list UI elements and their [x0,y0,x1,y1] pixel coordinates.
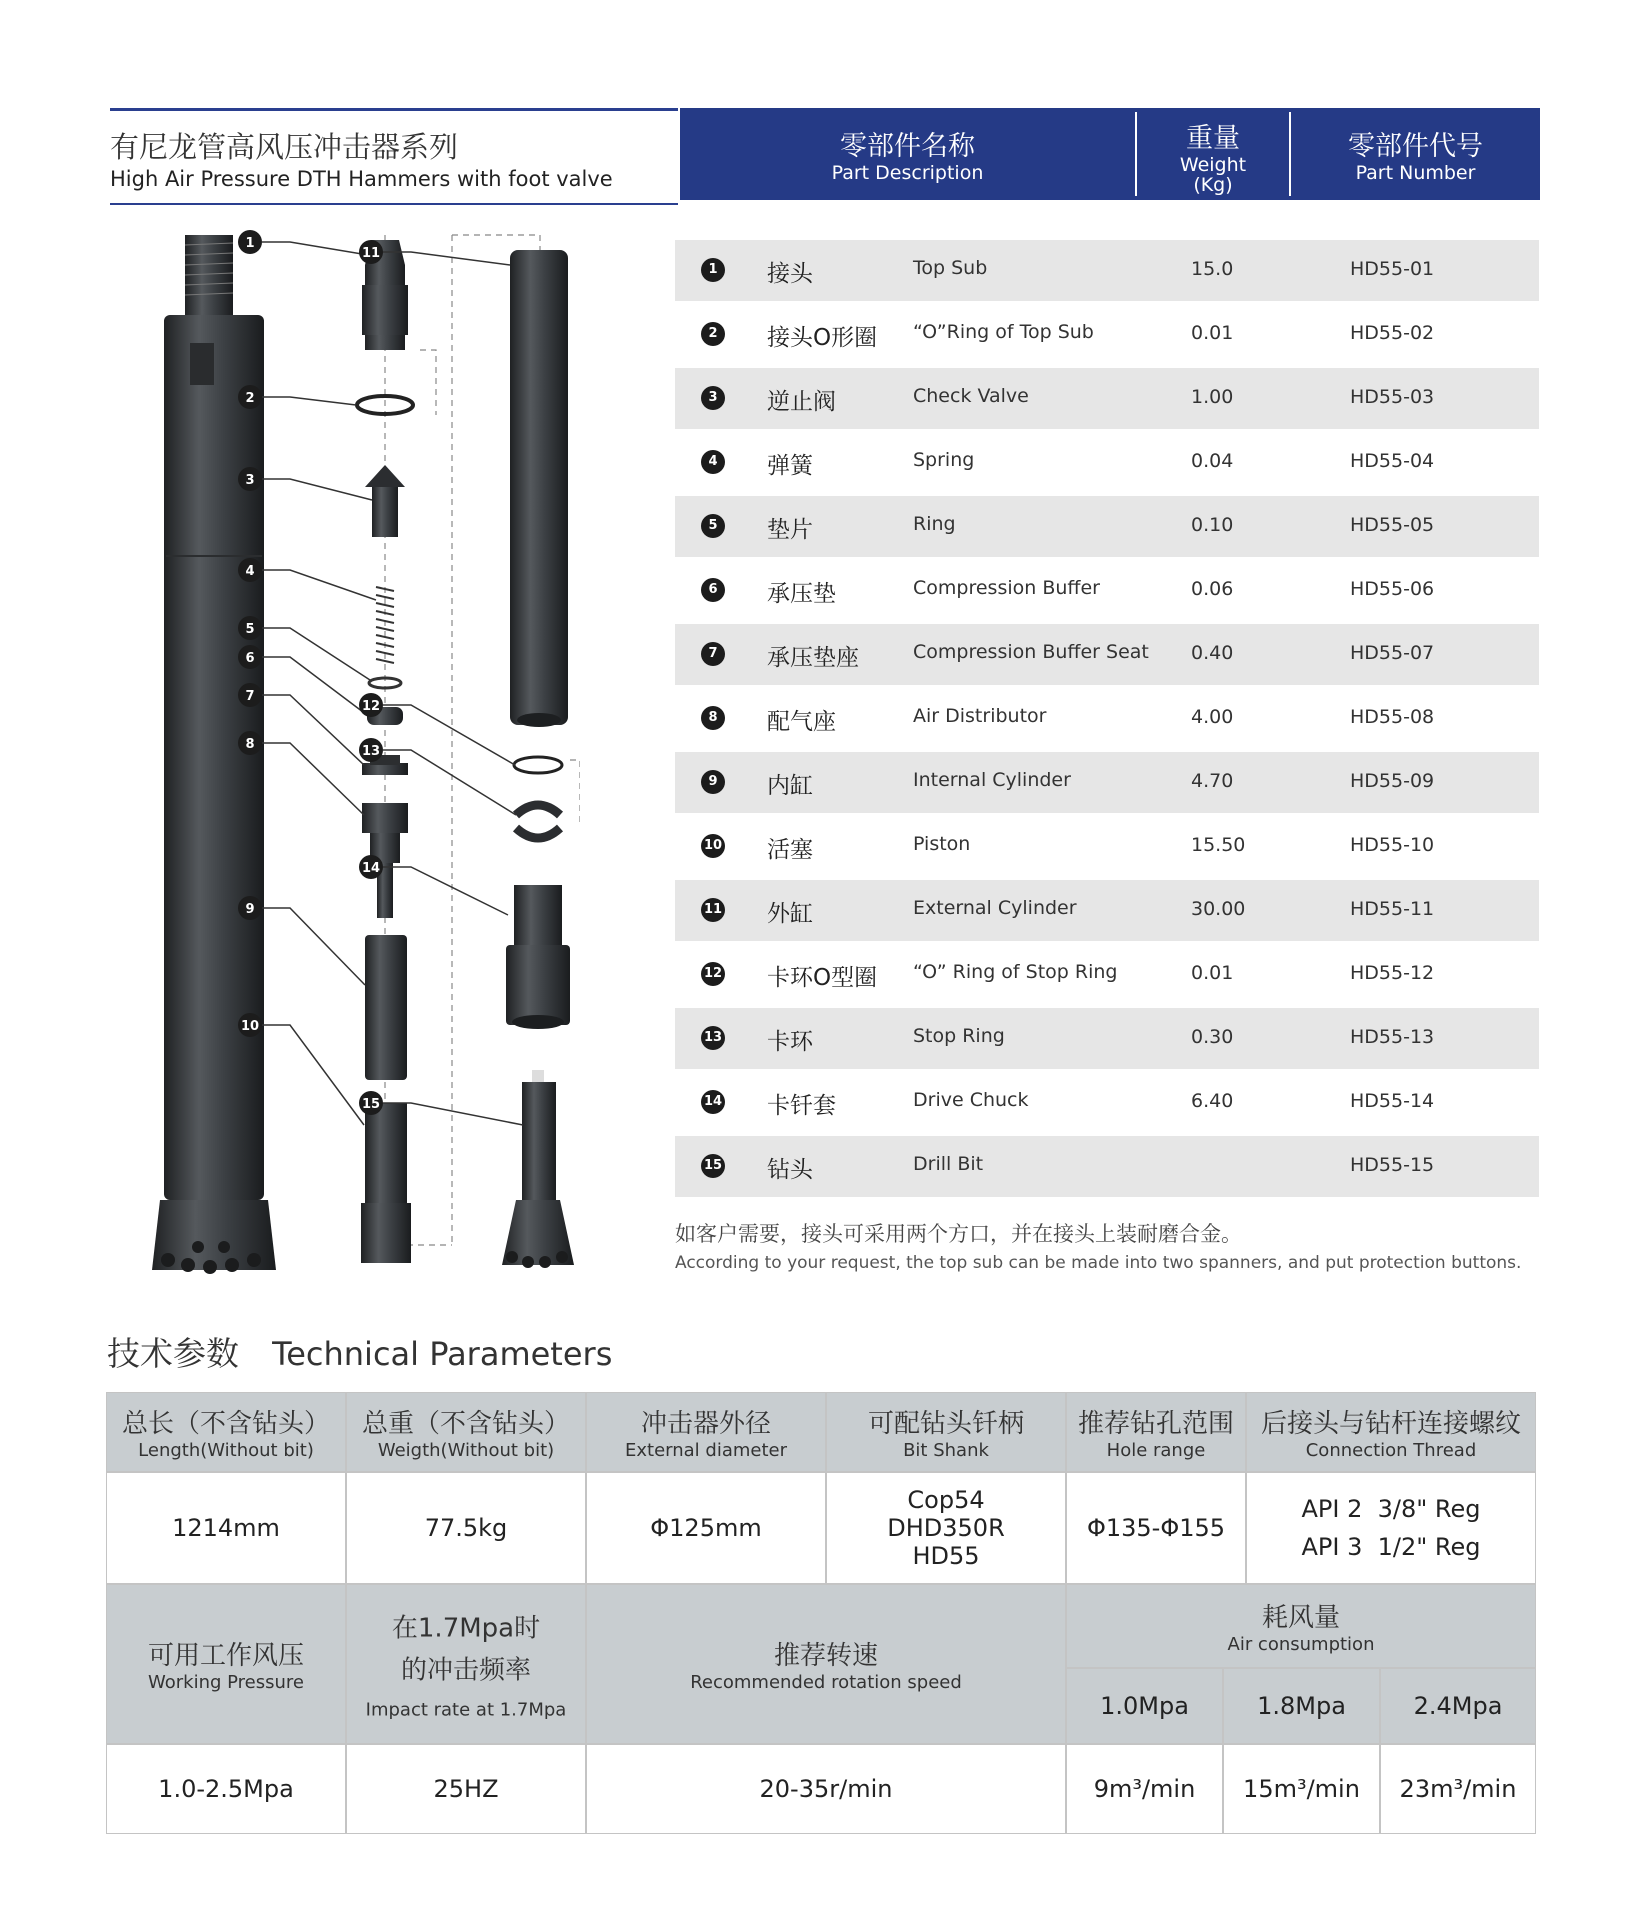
th-hole-cn: 推荐钻孔范围 [1077,1409,1234,1439]
part-o-ring-stop [514,757,562,773]
part-number-badge: 13 [701,1026,725,1050]
part-weight: 0.30 [1191,1026,1234,1048]
th-hole-range [1066,1392,1246,1472]
part-number-badge: 8 [701,706,725,730]
pressure-label: 1.0Mpa [1100,1692,1189,1720]
part-weight: 4.00 [1191,706,1234,728]
part-weight: 0.01 [1191,322,1234,344]
th-diameter-en: External diameter [625,1440,787,1461]
part-name-en: Compression Buffer [913,577,1100,599]
part-stop-ring [516,805,560,838]
part-number-badge: 3 [701,386,725,410]
impact-rate-value: 25HZ [433,1775,499,1803]
th-weight-cn: 总重（不含钻头） [361,1409,570,1439]
length-value: 1214mm [172,1514,280,1542]
part-row [675,496,1539,557]
part-number-badge: 5 [701,514,725,538]
td-length [106,1472,346,1584]
weight-value: 77.5kg [424,1514,508,1542]
header-weight [1137,108,1289,200]
part-weight: 30.00 [1191,898,1246,920]
hammer-exploded-drawing [140,225,580,1285]
th-rotation-speed [586,1584,1066,1744]
part-name-cn: 逆止阀 [767,389,836,415]
tech-title-cn: 技术参数 [107,1334,239,1373]
part-name-en: External Cylinder [913,897,1077,919]
part-name-en: “O”Ring of Top Sub [913,321,1094,343]
part-name-cn: 弹簧 [767,453,813,479]
th-rotation-cn: 推荐转速 [773,1641,878,1671]
part-code: HD55-14 [1350,1090,1435,1112]
part-name-en: Stop Ring [913,1025,1005,1047]
callout-leader [262,242,368,255]
series-title-en: High Air Pressure DTH Hammers with foot valve [110,167,613,191]
part-weight: 15.0 [1191,258,1234,280]
part-weight: 0.04 [1191,450,1234,472]
th-length-en: Length(Without bit) [138,1440,314,1461]
callout-leader [262,657,367,715]
part-code: HD55-02 [1350,322,1435,344]
callout-leader [262,479,372,500]
part-weight: 0.10 [1191,514,1234,536]
th-bit-shank [826,1392,1066,1472]
callout-number: 9 [245,902,255,917]
callout-number: 4 [245,564,255,579]
header-pn-en: Part Number [1355,162,1476,184]
callout-number: 3 [245,473,255,488]
part-internal-cylinder [365,935,407,1080]
td-connection-thread [1246,1472,1536,1584]
part-code: HD55-06 [1350,578,1435,600]
th-working-pressure [106,1584,346,1744]
part-code: HD55-11 [1350,898,1435,920]
header-desc-en: Part Description [831,162,984,184]
part-row [675,432,1539,493]
header-weight-en: Weight [1179,154,1247,176]
th-air-consumption [1066,1584,1536,1668]
part-code: HD55-09 [1350,770,1435,792]
th-impact-cn: 的冲击频率 [400,1655,531,1686]
part-row [675,1136,1539,1197]
callout-number: 10 [240,1019,260,1034]
callout-number: 7 [245,689,255,704]
part-name-cn: 卡环O型圈 [767,965,878,991]
part-number-badge: 10 [701,834,725,858]
part-name-en: Internal Cylinder [913,769,1071,791]
callout-number: 1 [245,236,255,251]
part-code: HD55-03 [1350,386,1435,408]
parts-table [675,240,1539,1200]
th-pressure-2 [1223,1668,1380,1744]
part-name-en: Compression Buffer Seat [913,641,1149,663]
pressure-label: 2.4Mpa [1413,1692,1503,1720]
th-shank-en: Bit Shank [903,1440,989,1461]
th-diameter-cn: 冲击器外径 [640,1409,771,1439]
td-air-3 [1380,1744,1536,1834]
pressure-label: 1.8Mpa [1257,1692,1346,1720]
part-row [675,624,1539,685]
part-number-badge: 14 [701,1090,725,1114]
td-bit-shank [826,1472,1066,1584]
th-pressure-1 [1066,1668,1223,1744]
series-title-block [110,108,678,205]
th-impact-cn: 在1.7Mpa时 [391,1613,541,1644]
th-rotation-en: Recommended rotation speed [690,1672,962,1693]
th-weight-en: Weigth(Without bit) [377,1440,555,1461]
part-weight: 15.50 [1191,834,1246,856]
part-number-badge: 7 [701,642,725,666]
air-consumption-value: 9m³/min [1093,1775,1196,1803]
bit-shank-value: Cop54 [907,1486,985,1514]
part-row [675,880,1539,941]
part-name-en: Spring [913,449,975,471]
part-name-cn: 钻头 [767,1157,813,1183]
customization-note-en: According to your request, the top sub can be made into two spanners, and put protection buttons. [675,1253,1522,1273]
th-impact-en: Impact rate at 1.7Mpa [365,1699,567,1721]
callout-leader [262,908,365,985]
th-air-en: Air consumption [1227,1634,1375,1655]
th-thread-en: Connection Thread [1305,1440,1477,1461]
part-row [675,368,1539,429]
part-code: HD55-15 [1350,1154,1435,1176]
callout-number: 5 [245,622,255,637]
bit-shank-value: HD55 [912,1542,980,1570]
part-drive-chuck [506,885,570,1029]
part-code: HD55-13 [1350,1026,1435,1048]
th-pressure-en: Working Pressure [148,1672,304,1693]
part-name-cn: 接头 [767,261,813,287]
th-weight [346,1392,586,1472]
th-pressure-cn: 可用工作风压 [147,1641,304,1671]
part-number-badge: 1 [701,258,725,282]
part-code: HD55-05 [1350,514,1435,536]
part-weight: 4.70 [1191,770,1234,792]
thread-value: API 2 3/8" Reg [1301,1495,1481,1523]
th-thread-cn: 后接头与钻杆连接螺纹 [1260,1409,1521,1439]
part-weight: 1.00 [1191,386,1234,408]
part-row [675,752,1539,813]
header-part-description [680,108,1135,200]
header-pn-cn: 零部件代号 [1348,131,1483,162]
callout-leader [262,628,370,680]
callout-number: 11 [361,246,381,261]
th-pressure-3 [1380,1668,1536,1744]
part-name-en: Check Valve [913,385,1029,407]
part-weight: 0.06 [1191,578,1234,600]
part-code: HD55-04 [1350,450,1435,472]
part-code: HD55-10 [1350,834,1435,856]
series-title-cn: 有尼龙管高风压冲击器系列 [110,130,459,164]
th-connection-thread [1246,1392,1536,1472]
thread-value: API 3 1/2" Reg [1301,1533,1481,1561]
part-code: HD55-07 [1350,642,1435,664]
part-drill-bit [502,1070,574,1268]
callout-leader [262,1025,364,1125]
part-number-badge: 15 [701,1154,725,1178]
part-name-cn: 垫片 [767,517,813,543]
part-name-cn: 内缸 [767,773,813,799]
part-code: HD55-01 [1350,258,1435,280]
part-name-en: Air Distributor [913,705,1047,727]
part-number-badge: 9 [701,770,725,794]
th-impact-rate [346,1584,586,1744]
td-rotation-speed [586,1744,1066,1834]
td-air-1 [1066,1744,1223,1834]
callout-number: 12 [361,699,381,714]
part-weight: 0.01 [1191,962,1234,984]
part-weight: 6.40 [1191,1090,1234,1112]
part-external-cylinder [510,250,568,725]
tech-title-en: Technical Parameters [272,1335,613,1373]
part-code: HD55-12 [1350,962,1435,984]
bit-shank-value: DHD350R [887,1514,1005,1542]
part-name-cn: 承压垫座 [767,645,859,671]
part-ring [369,678,401,688]
callout-number: 2 [245,391,255,406]
part-number-badge: 4 [701,450,725,474]
part-piston [361,1103,411,1263]
part-name-en: Piston [913,833,971,855]
air-consumption-value: 15m³/min [1243,1775,1360,1803]
part-name-en: Drill Bit [913,1153,984,1175]
rotation-speed-value: 20-35r/min [759,1775,893,1803]
hole-range-value: Φ135-Φ155 [1086,1514,1226,1542]
part-name-cn: 活塞 [767,837,813,863]
air-consumption-value: 23m³/min [1399,1775,1517,1803]
part-name-cn: 外缸 [767,901,813,927]
th-length-cn: 总长（不含钻头） [121,1409,330,1439]
technical-parameters-title [107,1328,612,1375]
working-pressure-value: 1.0-2.5Mpa [158,1775,294,1803]
part-code: HD55-08 [1350,706,1435,728]
part-name-cn: 卡环 [767,1029,813,1055]
part-name-cn: 配气座 [767,709,836,735]
part-number-badge: 12 [701,962,725,986]
callout-leader [262,397,356,405]
part-row [675,944,1539,1005]
td-hole-range [1066,1472,1246,1584]
th-length [106,1392,346,1472]
technical-parameters-table [106,1392,1536,1842]
header-part-number [1291,108,1540,200]
part-name-en: Drive Chuck [913,1089,1029,1111]
part-row [675,304,1539,365]
customization-note-cn: 如客户需要，接头可采用两个方口，并在接头上装耐磨合金。 [675,1222,1242,1246]
part-row [675,1072,1539,1133]
td-working-pressure [106,1744,346,1834]
th-shank-cn: 可配钻头钎柄 [867,1409,1024,1439]
callout-number: 15 [361,1097,381,1112]
part-row [675,1008,1539,1069]
callout-leader [262,695,364,765]
part-number-badge: 2 [701,322,725,346]
part-number-badge: 6 [701,578,725,602]
header-weight-unit: (Kg) [1193,174,1233,196]
callout-leader [262,570,376,600]
part-row [675,688,1539,749]
td-weight [346,1472,586,1584]
part-name-cn: 卡钎套 [767,1093,836,1119]
part-row [675,560,1539,621]
callout-leader [383,867,508,915]
th-hole-en: Hole range [1106,1440,1206,1461]
th-air-cn: 耗风量 [1261,1603,1340,1633]
parts-table-header [680,108,1540,200]
part-row [675,816,1539,877]
part-name-en: Top Sub [913,257,988,279]
header-weight-cn: 重量 [1186,123,1240,154]
callout-number: 14 [361,861,381,876]
part-row [675,240,1539,301]
part-weight: 0.40 [1191,642,1234,664]
part-name-en: “O” Ring of Stop Ring [913,961,1118,983]
part-number-badge: 11 [701,898,725,922]
td-diameter [586,1472,826,1584]
diameter-value: Φ125mm [650,1514,762,1542]
callout-leader [262,743,364,815]
callout-number: 8 [245,737,255,752]
th-external-diameter [586,1392,826,1472]
part-name-en: Ring [913,513,956,535]
part-check-valve [365,465,405,537]
td-impact-rate [346,1744,586,1834]
part-name-cn: 承压垫 [767,581,836,607]
callout-number: 6 [245,651,255,666]
callout-number: 13 [361,744,381,759]
part-name-cn: 接头O形圈 [767,325,878,351]
header-desc-cn: 零部件名称 [840,131,975,162]
td-air-2 [1223,1744,1380,1834]
